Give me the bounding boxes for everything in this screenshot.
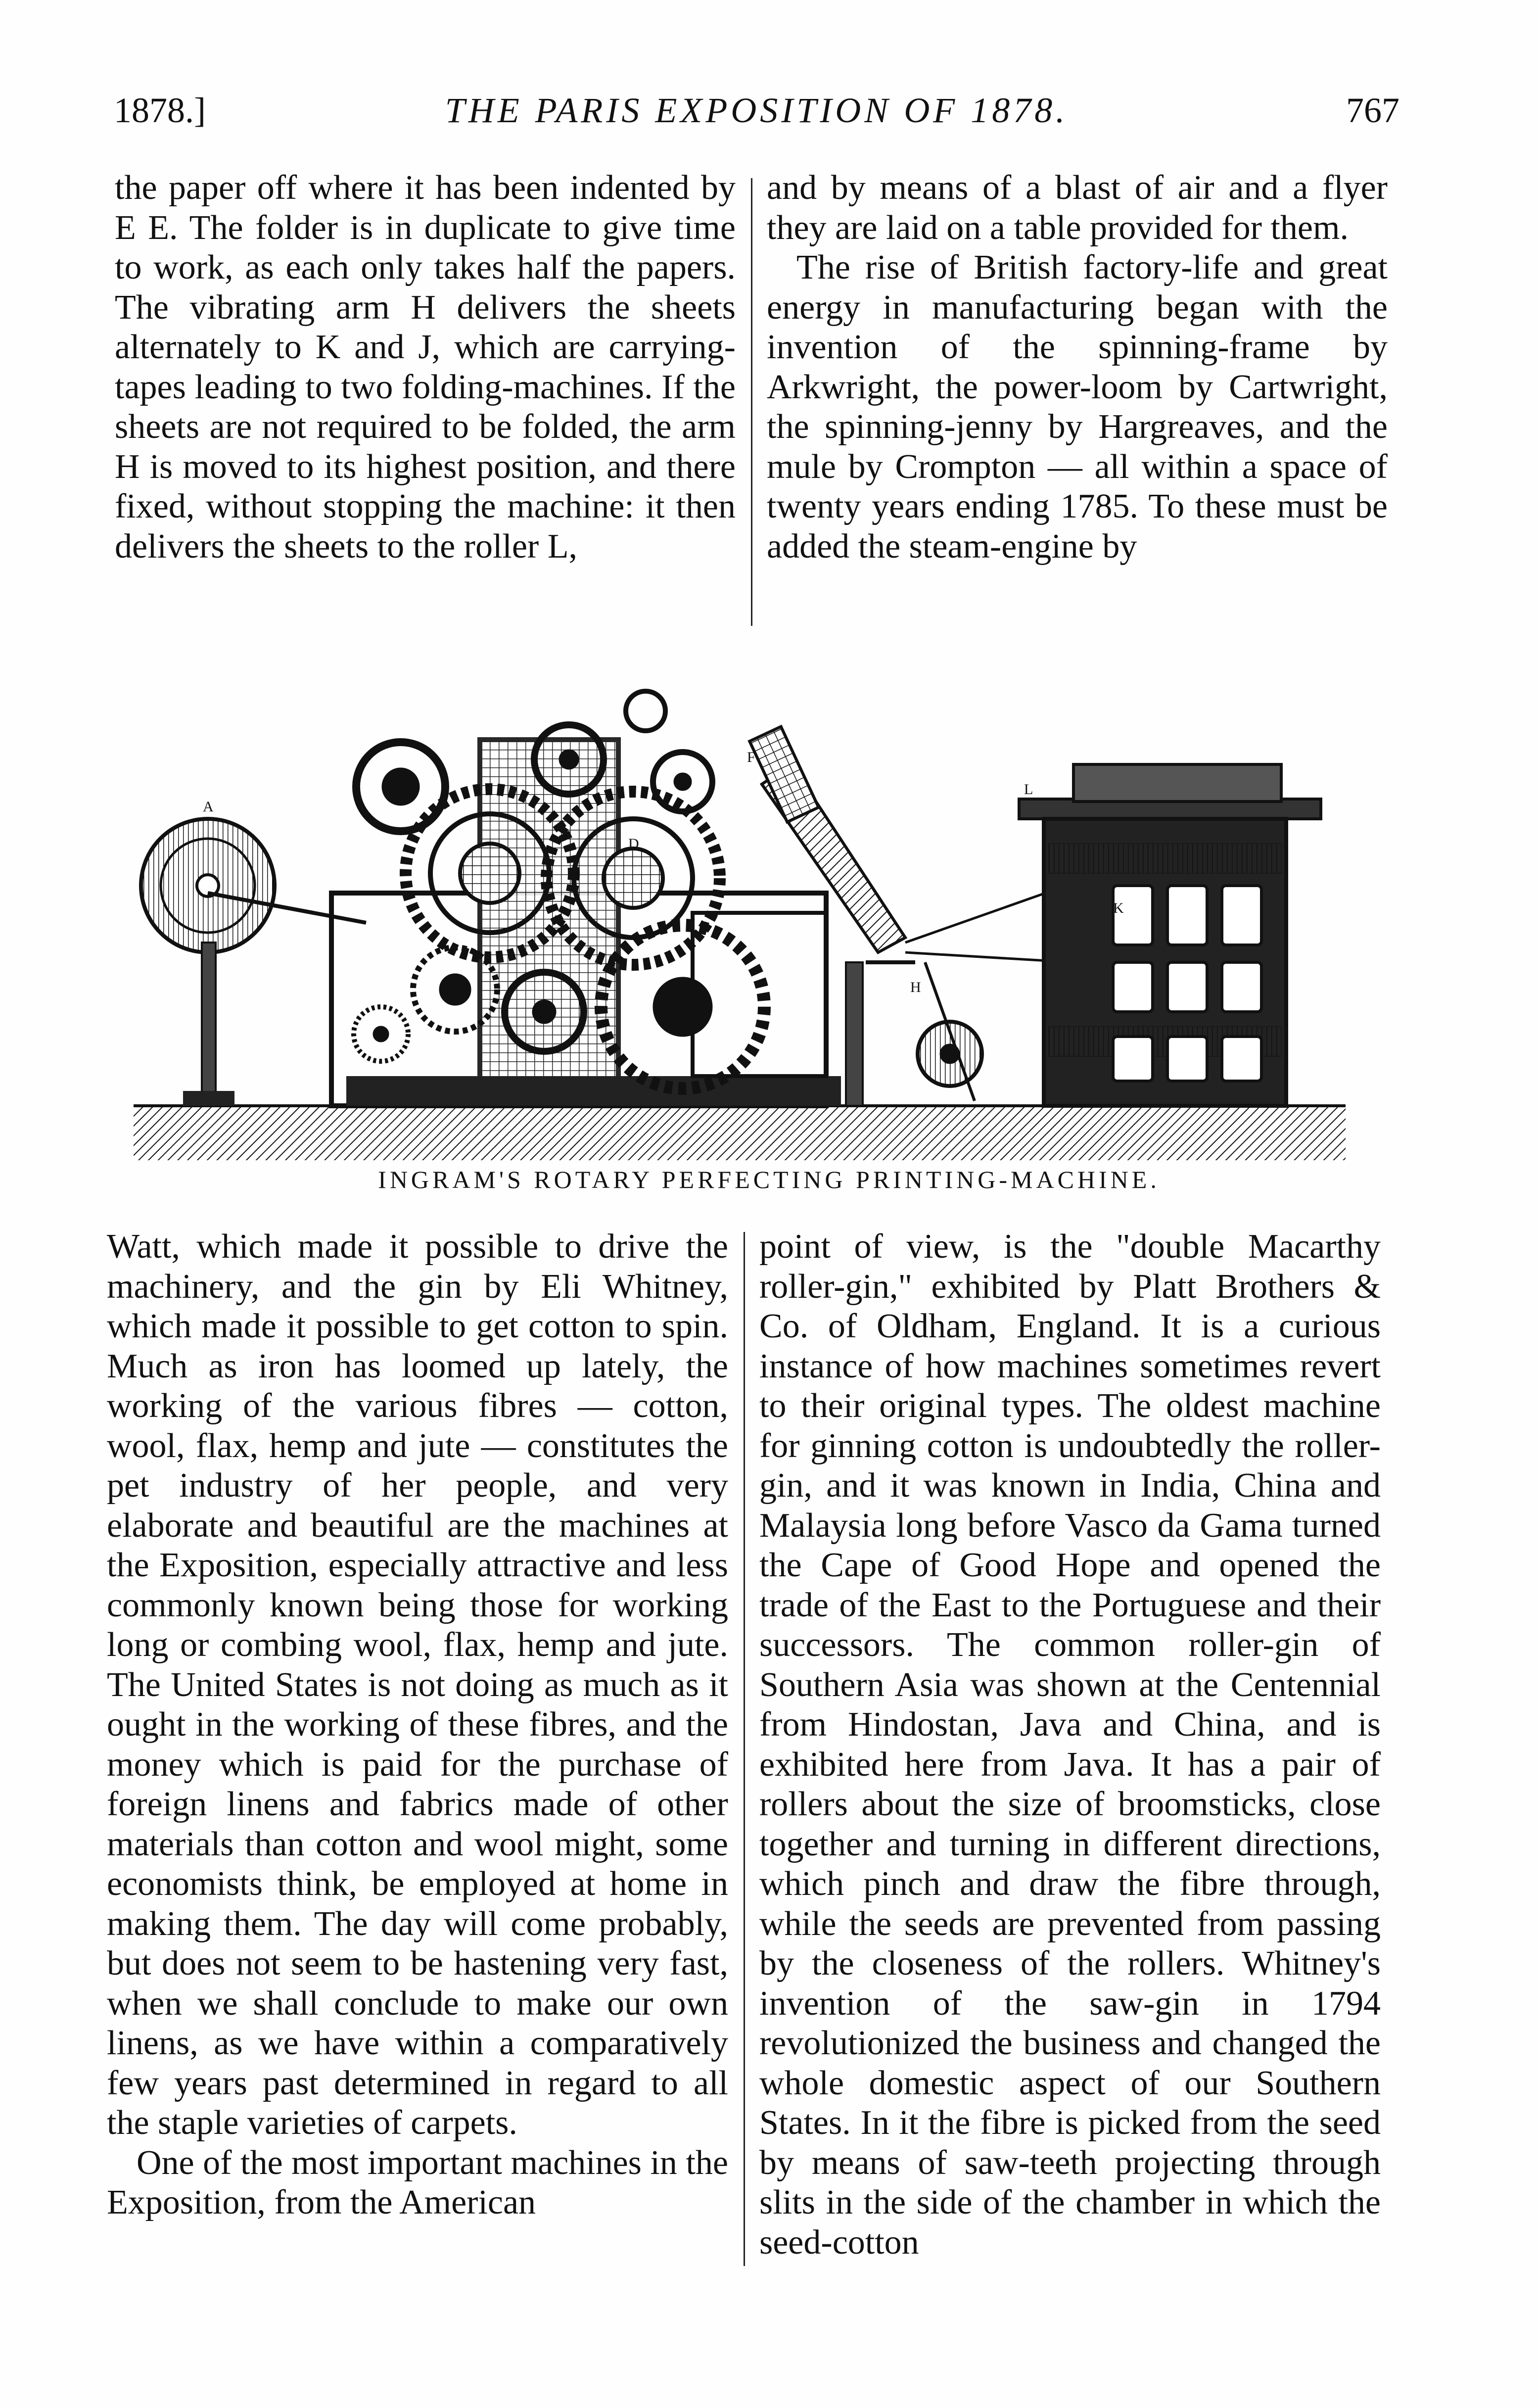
column-rule-bottom [744,1232,745,2266]
paragraph: the paper off where it has been indented by E E. The folder is in duplicate to give time to work, as each only takes half the papers. The vibrating arm H delivers the sheets alternately to K and J, which are carrying-tapes leading to two folding-machines. If the sheets are not required to be folded, the arm H is moved to its highest position, and there fixed, without stopping the machine: it then delivers the sheets to the roller L, [115,169,736,566]
running-head-date: 1878.] [114,91,206,130]
running-head [114,90,1399,144]
figure-label-d: D [628,836,639,852]
floor-hatching [134,1106,1346,1160]
figure-label-h: H [910,979,921,995]
figure-caption: INGRAM'S ROTARY PERFECTING PRINTING-MACHINE. [378,1166,1160,1193]
figure-label-k: K [1113,900,1124,916]
figure-label-a: A [203,799,214,815]
printing-machine-engraving [134,616,1346,1165]
page-number: 767 [1346,91,1399,130]
figure-label-l: L [1024,781,1033,798]
paragraph: One of the most important machines in the Exposition, from the American [107,2143,728,2221]
paragraph: The rise of British factory-life and great energy in manufacturing began with the invention of the spinning-frame by Arkwright, the power-loom by Cartwright, the spinning-jenny by Hargreaves, and the mule by Crompton — all within a space of twenty years ending 1785. To these must be added the steam-engine by [767,248,1388,566]
text-column-bottom-right [759,1227,1381,2263]
paper-reel [141,819,275,1106]
figure-label-f: F [747,749,755,765]
text-column-top-left [115,168,736,567]
paragraph: point of view, is the "double Macarthy roller-gin," exhibited by Platt Brothers & Co. of Oldham, England. It is a curious instance of how machines sometimes revert to their original types. The oldest machine for ginning cotton is undoubtedly the roller-gin, and it was known in India, China and Malaysia long before Vasco da Gama turned the Cape of Good Hope and opened the trade of the East to the Portuguese and their successors. The common roller-gin of Southern Asia was shown at the Centennial from Hindostan, Java and China, and is exhibited here from Java. It has a pair of rollers about the size of broomsticks, close together and turning in different directions, which pinch and draw the fibre through, while the seeds are prevented from passing by the closeness of the rollers. Whitney's invention of the saw-gin in 1794 revolutionized the business and changed the whole domestic aspect of our Southern States. In it the fibre is picked from the seed by means of saw-teeth projecting through slits in the side of the chamber in which the seed-cotton [759,1228,1381,2262]
paragraph: Watt, which made it possible to drive the machinery, and the gin by Eli Whitney, which made it possible to get cotton to spin. Much as iron has loomed up lately, the working of the various fibres — cotton, wool, flax, hemp and jute — constitutes the pet industry of her people, and very elaborate and beautiful are the machines at the Exposition, especially attractive and less commonly known being those for working long or combing wool, flax, hemp and jute. The United States is not doing as much as it ought in the working of these fibres, and the money which is paid for the purchase of foreign linens and fabrics made of other materials than cotton and wool might, some economists think, be employed at home in making them. The day will come probably, but does not seem to be hastening very fast, when we shall conclude to make our own linens, as we have within a comparatively few years past determined in regard to all the staple varieties of carpets. [107,1228,728,2142]
text-column-bottom-left [107,1227,728,2223]
folding-machine [1019,764,1321,1106]
text-column-top-right [767,168,1388,567]
paragraph: and by means of a blast of air and a flyer they are laid on a table provided for them. [767,169,1388,247]
column-rule-top [751,178,752,626]
running-head-title: THE PARIS EXPOSITION OF 1878. [445,91,1069,130]
